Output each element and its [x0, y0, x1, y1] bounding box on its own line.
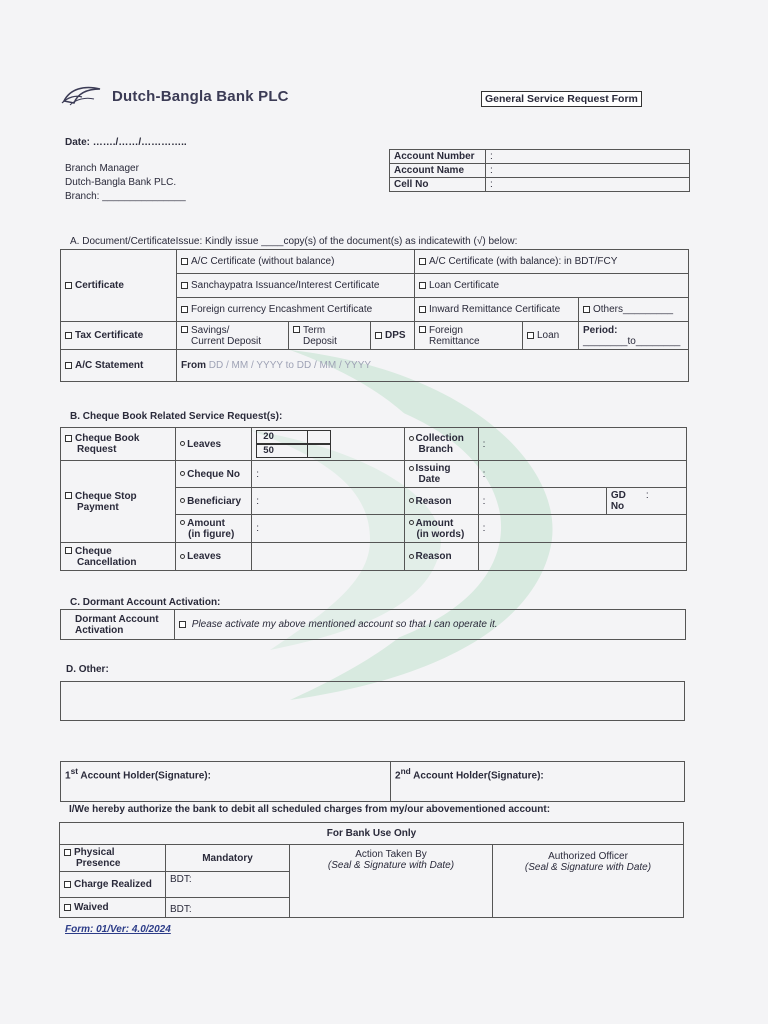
cheque-no-label-cell	[176, 461, 252, 488]
amount-figure-label: Amount	[187, 517, 225, 529]
charge-realized-checkbox[interactable]	[64, 881, 71, 888]
statement-dates-field[interactable]: DD / MM / YYYY to DD / MM / YYYY	[208, 360, 372, 371]
amount-words-radio-icon[interactable]	[409, 520, 414, 525]
collection-branch-radio-icon[interactable]	[409, 436, 414, 441]
authorized-officer-label: Authorized Officer	[548, 851, 628, 862]
loan-cert-checkbox[interactable]	[419, 282, 426, 289]
leaves-label: Leaves	[187, 438, 222, 450]
amount-words-value[interactable]: :	[478, 515, 686, 543]
period-to-field[interactable]: ________to________	[583, 335, 681, 347]
leaves-20-option[interactable]: 20	[256, 430, 308, 444]
physical-presence-checkbox[interactable]	[64, 849, 71, 856]
signature-table	[60, 761, 685, 802]
beneficiary-label: Beneficiary	[187, 495, 242, 507]
gd-no-label: GD	[610, 490, 626, 501]
ac-cert-no-balance-cell[interactable]	[177, 250, 415, 274]
action-taken-cell[interactable]	[290, 845, 493, 918]
second-holder-signature[interactable]	[391, 762, 685, 802]
section-d-heading: D. Other:	[66, 664, 109, 675]
ac-statement-cell[interactable]	[61, 350, 177, 382]
section-b-table	[60, 427, 687, 571]
deposit-label: Deposit	[303, 335, 337, 347]
sanchaypatra-label: Sanchaypatra Issuance/Interest Certificate	[191, 280, 380, 291]
sanchaypatra-cell[interactable]	[177, 274, 415, 298]
ac-cert-balance-label: A/C Certificate (with balance): in BDT/FCY	[429, 256, 618, 267]
period-cell[interactable]	[579, 322, 689, 350]
section-c-heading: C. Dormant Account Activation:	[70, 597, 221, 608]
loan-cell[interactable]	[523, 322, 579, 350]
foreign-remittance-cell[interactable]	[415, 322, 523, 350]
action-taken-sub: (Seal & Signature with Date)	[327, 860, 455, 871]
ac-statement-label: A/C Statement	[75, 360, 144, 371]
cheque-book-request-label2: Request	[77, 444, 117, 455]
issuing-date-label2: Date	[418, 474, 441, 485]
cheque-no-label: Cheque No	[187, 468, 240, 480]
charge-realized-label: Charge Realized	[74, 879, 152, 890]
account-number-value[interactable]: :	[486, 150, 690, 164]
account-name-row	[390, 164, 690, 178]
physical-presence-label2: Presence	[76, 858, 121, 869]
dps-label: DPS	[385, 330, 406, 341]
from-label: From	[181, 360, 206, 371]
others-label: Others_________	[593, 304, 674, 315]
period-label: Period:	[583, 324, 618, 336]
loan-cert-cell[interactable]	[415, 274, 689, 298]
dps-cell[interactable]	[371, 322, 415, 350]
collection-branch-label-cell	[404, 428, 478, 461]
account-number-row	[390, 150, 690, 164]
gd-no-label2: No	[610, 501, 625, 512]
tax-certificate-cell[interactable]	[61, 322, 177, 350]
tax-certificate-label: Tax Certificate	[75, 330, 144, 341]
waived-cell[interactable]	[60, 898, 166, 918]
inward-remittance-cell[interactable]	[415, 298, 579, 322]
waived-label: Waived	[74, 902, 109, 913]
ac-cert-no-balance-label: A/C Certificate (without balance)	[191, 256, 335, 267]
dps-checkbox[interactable]	[375, 332, 382, 339]
leaves2-value[interactable]	[252, 543, 404, 571]
amount-figure-value[interactable]: :	[252, 515, 404, 543]
leaves-50-checkbox[interactable]	[307, 444, 331, 458]
cheque-book-request-cell[interactable]	[61, 428, 176, 461]
cell-no-row	[390, 178, 690, 192]
reason-label-cell	[404, 488, 478, 515]
statement-date-range-cell[interactable]	[177, 350, 689, 382]
physical-presence-cell[interactable]	[60, 845, 166, 872]
savings-checkbox[interactable]	[181, 326, 188, 333]
first-holder-signature[interactable]	[61, 762, 391, 802]
section-b-heading: B. Cheque Book Related Service Request(s):	[70, 411, 283, 422]
reason2-value[interactable]	[478, 543, 686, 571]
reason-label: Reason	[415, 495, 452, 507]
leaves-label-cell	[176, 428, 252, 461]
savings-label: Savings/	[191, 324, 230, 336]
loan-cert-label: Loan Certificate	[429, 280, 500, 291]
authorized-officer-cell[interactable]	[493, 845, 684, 918]
dormant-activation-text: Please activate my above mentioned account so that I can operate it.	[191, 619, 498, 630]
amount-figure-label2: (in figure)	[188, 528, 235, 540]
foreign-remittance-checkbox[interactable]	[419, 326, 426, 333]
ac-statement-checkbox[interactable]	[65, 362, 72, 369]
section-c-table	[60, 609, 686, 640]
certificate-label: Certificate	[75, 280, 124, 291]
bank-name: Dutch-Bangla Bank PLC	[112, 88, 289, 105]
beneficiary-value[interactable]: :	[252, 488, 404, 515]
account-name-label: Account Name	[390, 164, 486, 178]
bank-logo-icon	[60, 83, 104, 107]
account-number-label: Account Number	[390, 150, 486, 164]
physical-presence-label: Physical	[74, 847, 115, 858]
term-deposit-cell[interactable]	[289, 322, 371, 350]
cheque-no-value[interactable]: :	[252, 461, 404, 488]
dormant-account-label: Dormant Account	[75, 613, 159, 625]
second-holder-number: 2	[395, 770, 401, 782]
savings-cell[interactable]	[177, 322, 289, 350]
issuing-date-label-cell	[404, 461, 478, 488]
foreign-currency-checkbox[interactable]	[181, 306, 188, 313]
form-version-footer: Form: 01/Ver: 4.0/2024	[65, 924, 171, 935]
beneficiary-label-cell	[176, 488, 252, 515]
addressee-line1: Branch Manager	[65, 163, 139, 174]
foreign-currency-label: Foreign currency Encashment Certificate	[191, 304, 373, 315]
leaves-50-option[interactable]: 50	[256, 444, 308, 458]
others-cell[interactable]	[579, 298, 689, 322]
dormant-activation-cell[interactable]	[175, 610, 686, 640]
charge-realized-bdt[interactable]: BDT:	[166, 872, 290, 898]
loan-label: Loan	[537, 330, 560, 341]
second-holder-label: Account Holder(Signature):	[413, 770, 544, 782]
ac-cert-no-balance-checkbox[interactable]	[181, 258, 188, 265]
cheque-stop-payment-checkbox[interactable]	[65, 492, 72, 499]
leaves2-label: Leaves	[187, 551, 222, 562]
inward-remittance-label: Inward Remittance Certificate	[429, 304, 561, 315]
gd-no-cell[interactable]	[606, 488, 686, 515]
term-label: Term	[303, 324, 326, 336]
amount-figure-radio-icon[interactable]	[180, 520, 185, 525]
bank-use-table	[59, 822, 684, 918]
amount-words-label-cell	[404, 515, 478, 543]
cheque-cancellation-cell[interactable]	[61, 543, 176, 571]
first-holder-number: 1	[65, 770, 71, 782]
issuing-date-value[interactable]: :	[478, 461, 686, 488]
reason2-label-cell	[404, 543, 478, 571]
tax-certificate-checkbox[interactable]	[65, 332, 72, 339]
charge-realized-cell[interactable]	[60, 872, 166, 898]
current-deposit-label: Current Deposit	[191, 335, 262, 347]
others-checkbox[interactable]	[583, 306, 590, 313]
leaves-options-cell[interactable]	[252, 428, 404, 461]
sanchaypatra-checkbox[interactable]	[181, 282, 188, 289]
waived-bdt[interactable]: BDT:	[166, 898, 290, 918]
cell-no-label: Cell No	[390, 178, 486, 192]
second-holder-sup: nd	[400, 766, 411, 776]
collection-branch-value[interactable]: :	[478, 428, 686, 461]
reason-radio-icon[interactable]	[409, 498, 414, 503]
dormant-account-label-cell	[61, 610, 175, 640]
action-taken-label: Action Taken By	[355, 849, 427, 860]
account-info-table	[389, 149, 690, 192]
reason-value[interactable]: :	[478, 488, 606, 515]
reason2-label: Reason	[415, 551, 452, 562]
gd-no-colon: :	[645, 490, 649, 501]
term-deposit-checkbox[interactable]	[293, 326, 300, 333]
certificate-cell[interactable]	[61, 250, 177, 322]
collection-branch-label2: Branch	[418, 444, 453, 455]
cheque-book-request-label: Cheque Book	[75, 433, 140, 444]
dormant-account-label2: Activation	[75, 624, 124, 636]
mandatory-label: Mandatory	[166, 845, 290, 872]
certificate-checkbox[interactable]	[65, 282, 72, 289]
form-title: General Service Request Form	[481, 91, 642, 107]
cheque-cancellation-checkbox[interactable]	[65, 547, 72, 554]
amount-figure-label-cell	[176, 515, 252, 543]
foreign-currency-cell[interactable]	[177, 298, 415, 322]
first-holder-sup: st	[70, 766, 78, 776]
leaves2-radio-icon[interactable]	[180, 554, 185, 559]
ac-cert-balance-checkbox[interactable]	[419, 258, 426, 265]
leaves-20-checkbox[interactable]	[307, 430, 331, 444]
reason2-radio-icon[interactable]	[409, 554, 414, 559]
foreign-label: Foreign	[429, 324, 463, 336]
cheque-stop-payment-cell[interactable]	[61, 461, 176, 543]
other-text-box[interactable]	[60, 681, 685, 721]
cheque-cancellation-label2: Cancellation	[77, 556, 137, 568]
authorization-statement: I/We hereby authorize the bank to debit all scheduled charges from my/our abovementioned account:	[69, 804, 551, 815]
authorized-officer-sub: (Seal & Signature with Date)	[524, 862, 652, 873]
addressee-line2: Dutch-Bangla Bank PLC.	[65, 177, 177, 188]
amount-words-label: Amount	[415, 517, 454, 529]
section-a-table	[60, 249, 689, 382]
first-holder-label: Account Holder(Signature):	[80, 770, 211, 782]
leaves-radio-icon[interactable]	[180, 441, 185, 446]
cheque-no-radio-icon[interactable]	[180, 471, 185, 476]
issuing-date-radio-icon[interactable]	[409, 466, 414, 471]
collection-branch-label: Collection	[415, 433, 464, 444]
ac-cert-balance-cell[interactable]	[415, 250, 689, 274]
amount-words-label2: (in words)	[416, 528, 465, 540]
branch-field[interactable]: Branch: _______________	[65, 191, 186, 202]
bank-use-title: For Bank Use Only	[60, 823, 684, 845]
dormant-activation-checkbox[interactable]	[179, 621, 186, 628]
account-name-value[interactable]: :	[486, 164, 690, 178]
section-a-heading: A. Document/CertificateIssue: Kindly issue ____copy(s) of the document(s) as indicatewith (√) below:	[70, 236, 518, 247]
issuing-date-label: Issuing	[415, 463, 451, 474]
remittance-label: Remittance	[429, 335, 480, 347]
cheque-cancellation-label: Cheque	[75, 545, 112, 557]
cheque-stop-payment-label: Cheque Stop	[75, 490, 137, 502]
loan-checkbox[interactable]	[527, 332, 534, 339]
waived-checkbox[interactable]	[64, 904, 71, 911]
date-field[interactable]: Date: ……./……/…………..	[65, 137, 187, 148]
leaves2-label-cell	[176, 543, 252, 571]
beneficiary-radio-icon[interactable]	[180, 498, 185, 503]
cheque-stop-payment-label2: Payment	[77, 501, 119, 513]
inward-remittance-checkbox[interactable]	[419, 306, 426, 313]
cheque-book-request-checkbox[interactable]	[65, 435, 72, 442]
cell-no-value[interactable]: :	[486, 178, 690, 192]
